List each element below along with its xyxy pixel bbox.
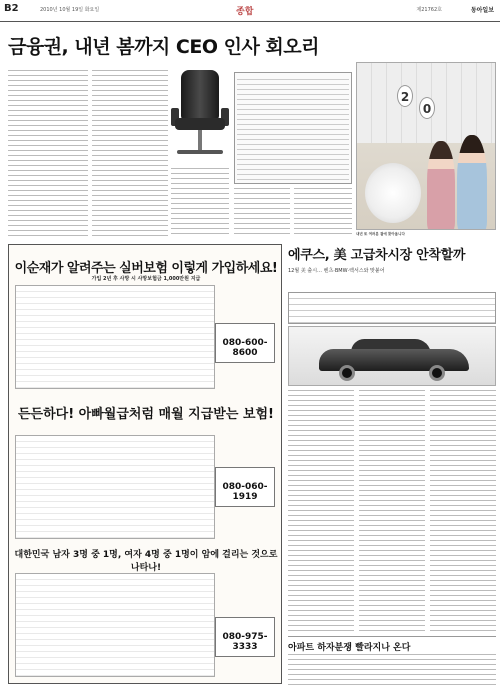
- ad-table-3: [15, 573, 215, 677]
- equus-column-1: [288, 390, 354, 634]
- info-table-box: [234, 72, 352, 184]
- equus-column-2: [359, 390, 425, 634]
- ad-phone-1: 080-600-8600: [222, 338, 268, 358]
- office-chair-image: [171, 70, 229, 164]
- article-column-3: [171, 168, 229, 238]
- article-column-2: [92, 70, 168, 238]
- ad-headline-3: 대한민국 남자 3명 중 1명, 여자 4명 중 1명이 암에 걸리는 것으로 나타나!: [14, 550, 278, 573]
- article-column-5: [294, 188, 352, 238]
- article-column-1: [8, 70, 88, 238]
- ad-phone-3: 080-975-3333: [222, 632, 268, 652]
- equus-subheadline: 12월 美 출시… 벤츠·BMW·렉서스와 맞붙어: [288, 268, 385, 274]
- main-headline: 금융권, 내년 봄까지 CEO 인사 회오리: [8, 36, 319, 58]
- article-column-4: [234, 188, 290, 238]
- apartment-article-text: [288, 654, 496, 686]
- section-name: 종합: [236, 7, 254, 17]
- insurance-advertisement: [8, 244, 282, 684]
- anniversary-photo: 2 0: [356, 62, 496, 230]
- ad-headline-1: 이순재가 알려주는 실버보험 이렇게 가입하세요!: [14, 261, 278, 276]
- issue-number: 제21762호: [416, 7, 442, 13]
- car-spec-table: [288, 292, 496, 324]
- photo-caption: 내년 또 여러분 곁에 찾아옵니다: [356, 232, 405, 236]
- ad-phone-2: 080-060-1919: [222, 482, 268, 502]
- divider: [288, 636, 496, 637]
- equus-column-3: [430, 390, 496, 634]
- ad-table-1: [15, 285, 215, 389]
- ad-contact-box-2: [215, 467, 275, 507]
- ad-headline-2: 든든하다! 아빠월급처럼 매월 지급받는 보험!: [17, 407, 274, 422]
- apartment-headline: 아파트 하자분쟁 빨라지나 온다: [288, 643, 411, 653]
- page-header: [0, 0, 500, 22]
- newspaper-name: 동아일보: [470, 7, 494, 14]
- car-photo: [288, 326, 496, 386]
- ad-table-2: [15, 435, 215, 539]
- ad-subline-1: 가입 2년 후 사망 시 사망보험금 1,000만원 지급: [91, 276, 201, 282]
- equus-article-header: [288, 244, 496, 274]
- issue-date: 2010년 10월 19일 화요일: [40, 7, 100, 13]
- ad-contact-box-1: [215, 323, 275, 363]
- equus-headline: 에쿠스, 美 고급차시장 안착할까: [288, 248, 466, 263]
- page-number: B2: [4, 3, 19, 14]
- ad-contact-box-3: [215, 617, 275, 657]
